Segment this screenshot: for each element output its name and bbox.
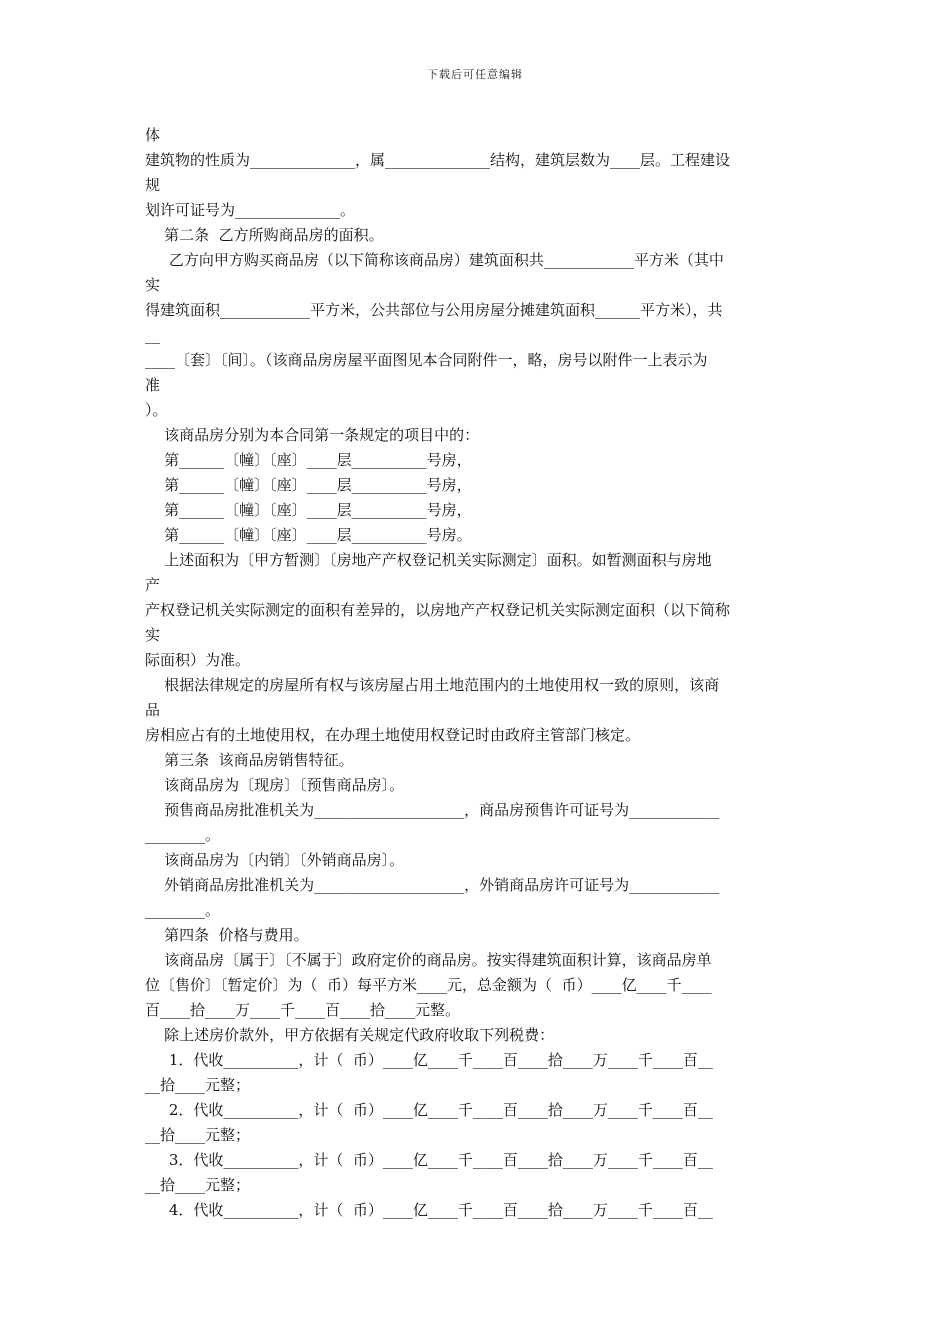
text-line: 根据法律规定的房屋所有权与该房屋占用土地范围内的土地使用权一致的原则，该商 xyxy=(145,676,720,694)
text-line: 际面积）为准。 xyxy=(145,651,251,669)
text-line: ________。 xyxy=(145,901,221,919)
text-line: 3．代收__________，计（ 币）____亿____千____百____拾____万____千____百__ xyxy=(145,1151,713,1169)
text-line: 第______〔幢〕〔座〕____层__________号房， xyxy=(145,501,472,519)
text-line: 位〔售价〕〔暂定价〕为（ 币）每平方米____元，总金额为（ 币）____亿____千____ xyxy=(145,976,712,994)
text-line: 实 xyxy=(145,626,161,644)
text-line: 该商品房〔属于〕〔不属于〕政府定价的商品房。按实得建筑面积计算，该商品房单 xyxy=(145,951,712,969)
text-line: __拾____元整； xyxy=(145,1176,251,1194)
text-line: 第______〔幢〕〔座〕____层__________号房， xyxy=(145,476,472,494)
text-line: ）。 xyxy=(145,401,168,419)
text-line: __拾____元整； xyxy=(145,1076,251,1094)
document-body xyxy=(145,123,807,1223)
text-line: 规 xyxy=(145,176,161,194)
text-line: ________。 xyxy=(145,826,221,844)
text-line: 实 xyxy=(145,276,161,294)
text-line: 划许可证号为______________。 xyxy=(145,201,356,219)
text-line: 该商品房为〔现房〕〔预售商品房〕。 xyxy=(145,776,405,794)
text-line: 房相应占有的土地使用权，在办理土地使用权登记时由政府主管部门核定。 xyxy=(145,726,641,744)
text-line: 第二条 乙方所购商品房的面积。 xyxy=(145,226,384,244)
text-line: 外销商品房批准机关为____________________，外销商品房许可证号为____________ xyxy=(145,876,720,894)
text-line: ____〔套〕〔间〕。（该商品房房屋平面图见本合同附件一，略，房号以附件一上表示为 xyxy=(145,351,708,369)
text-line: 2．代收__________，计（ 币）____亿____千____百____拾____万____千____百__ xyxy=(145,1101,713,1119)
text-line: 除上述房价款外，甲方依据有关规定代政府收取下列税费： xyxy=(145,1026,555,1044)
text-line: 产权登记机关实际测定的面积有差异的，以房地产产权登记机关实际测定面积（以下简称 xyxy=(145,601,731,619)
page-header: 下载后可任意编辑 xyxy=(427,68,523,81)
text-line: 上述面积为〔甲方暂测〕〔房地产产权登记机关实际测定〕面积。如暂测面积与房地 xyxy=(145,551,712,569)
text-line: 4．代收__________，计（ 币）____亿____千____百____拾____万____千____百__ xyxy=(145,1201,713,1219)
text-line: 第______〔幢〕〔座〕____层__________号房。 xyxy=(145,526,472,544)
text-line: 乙方向甲方购买商品房（以下简称该商品房）建筑面积共____________平方米（其中 xyxy=(145,251,724,269)
text-line: 准 xyxy=(145,376,161,394)
text-line: 该商品房为〔内销〕〔外销商品房〕。 xyxy=(145,851,405,869)
text-line: 该商品房分别为本合同第一条规定的项目中的： xyxy=(145,426,480,444)
text-line: 体 xyxy=(145,126,161,144)
text-line: 1．代收__________，计（ 币）____亿____千____百____拾____万____千____百__ xyxy=(145,1051,713,1069)
text-line: 第三条 该商品房销售特征。 xyxy=(145,751,354,769)
text-line: 产 xyxy=(145,576,161,594)
text-line: __ xyxy=(145,326,160,344)
text-line: __拾____元整； xyxy=(145,1126,251,1144)
text-line: 得建筑面积____________平方米，公共部位与公用房屋分摊建筑面积______平方米），共 xyxy=(145,301,723,319)
text-line: 百____拾____万____千____百____拾____元整。 xyxy=(145,1001,461,1019)
text-line: 品 xyxy=(145,701,161,719)
text-line: 预售商品房批准机关为____________________，商品房预售许可证号为____________ xyxy=(145,801,720,819)
text-line: 第四条 价格与费用。 xyxy=(145,926,309,944)
text-line: 第______〔幢〕〔座〕____层__________号房， xyxy=(145,451,472,469)
text-line: 建筑物的性质为______________，属______________结构，建筑层数为____层。工程建设 xyxy=(145,151,731,169)
